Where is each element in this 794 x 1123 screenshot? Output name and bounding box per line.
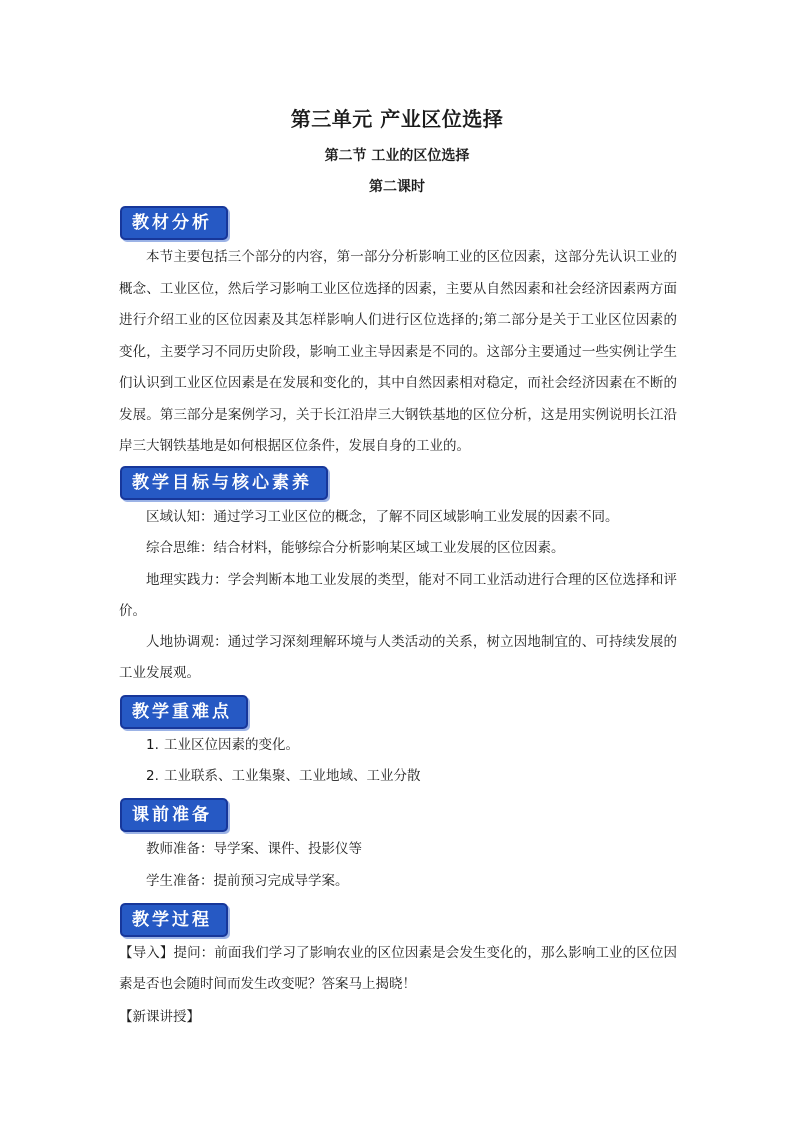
list-text: 工业联系、工业集聚、工业地域、工业分散 bbox=[164, 768, 421, 784]
list-number: 2. bbox=[146, 768, 159, 784]
objective-item: 区域认知：通过学习工业区位的概念，了解不同区域影响工业发展的因素不同。 bbox=[146, 509, 619, 525]
list-text: 工业区位因素的变化。 bbox=[164, 737, 299, 753]
intro-text: 提问：前面我们学习了影响农业的区位因素是会发生变化的，那么影响工业的区位因素是否也会随时间而发生改变呢？答案马上揭晓！ bbox=[119, 945, 678, 992]
analysis-paragraph: 本节主要包括三个部分的内容，第一部分分析影响工业的区位因素，这部分先认识工业的概念、工业区位，然后学习影响工业区位选择的因素，主要从自然因素和社会经济因素两方面进行介绍工业的区位因素及其怎样影响人们进行区位选择的;第二部分是关于工业区位因素的变化，主要学习不同历史阶段，影响工业主导因素是不同的。这部分主要通过一些实例让学生们认识到工业区位因素是在发展和变化的，其中自然因素相对稳定，而社会经济因素在不断的发展。第三部分是案例学习，关于长江沿岸三大钢铁基地的区位分析，这是用实例说明长江沿岸三大钢铁基地是如何根据区位条件，发展自身的工业的。 bbox=[119, 249, 677, 454]
heading-analysis: 教材分析 bbox=[120, 206, 228, 240]
section-title: 第二节 工业的区位选择 bbox=[324, 148, 470, 164]
heading-objectives: 教学目标与核心素养 bbox=[120, 466, 328, 500]
key-point-item bbox=[146, 730, 299, 761]
preparation-item: 教师准备：导学案、课件、投影仪等 bbox=[146, 841, 362, 857]
heading-preparation: 课前准备 bbox=[120, 798, 228, 832]
heading-key-points: 教学重难点 bbox=[120, 695, 248, 729]
lesson-title: 第二课时 bbox=[369, 179, 425, 195]
list-number: 1. bbox=[146, 737, 159, 753]
key-point-item bbox=[146, 761, 421, 792]
objective-item: 人地协调观：通过学习深刻理解环境与人类活动的关系，树立因地制宜的、可持续发展的工业发展观。 bbox=[119, 634, 677, 681]
heading-process: 教学过程 bbox=[120, 903, 228, 937]
objective-item: 综合思维：结合材料，能够综合分析影响某区域工业发展的区位因素。 bbox=[146, 540, 565, 556]
new-lesson-label: 【新课讲授】 bbox=[119, 1009, 200, 1025]
preparation-item: 学生准备：提前预习完成导学案。 bbox=[146, 873, 349, 889]
unit-title: 第三单元 产业区位选择 bbox=[290, 107, 504, 131]
objective-item: 地理实践力：学会判断本地工业发展的类型，能对不同工业活动进行合理的区位选择和评价。 bbox=[119, 572, 677, 619]
intro-label: 【导入】 bbox=[119, 945, 174, 961]
intro-paragraph bbox=[119, 938, 677, 1000]
